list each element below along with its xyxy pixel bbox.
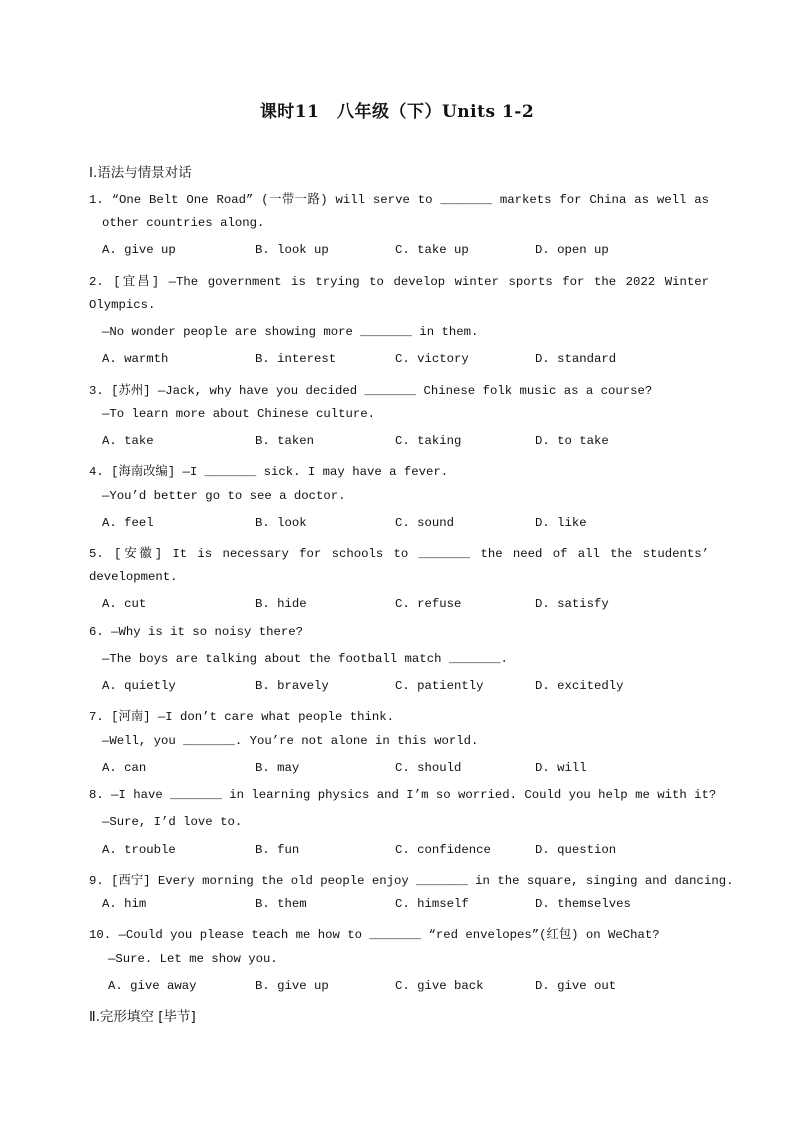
question-6-option-a: A. quietly bbox=[102, 679, 176, 693]
question-9-option-d: D. themselves bbox=[535, 897, 631, 911]
question-2-option-c: C. victory bbox=[395, 352, 469, 366]
question-10-option-b: B. give up bbox=[255, 979, 329, 993]
question-7-option-a: A. can bbox=[102, 761, 147, 775]
question-5-stem-cont: development. bbox=[89, 570, 178, 584]
question-7-option-b: B. may bbox=[255, 761, 300, 775]
question-6-reply: —The boys are talking about the football match _______. bbox=[102, 652, 508, 666]
question-8-option-b: B. fun bbox=[255, 843, 300, 857]
question-2-option-d: D. standard bbox=[535, 352, 617, 366]
question-8-stem: 8. —I have _______ in learning physics and I’m so worried. Could you help me with it? bbox=[89, 788, 717, 802]
question-6-option-c: C. patiently bbox=[395, 679, 484, 693]
question-5-option-c: C. refuse bbox=[395, 597, 462, 611]
question-3-option-c: C. taking bbox=[395, 434, 462, 448]
question-6-option-d: D. excitedly bbox=[535, 679, 624, 693]
question-2-option-a: A. warmth bbox=[102, 352, 169, 366]
question-10-reply: —Sure. Let me show you. bbox=[108, 952, 278, 966]
question-9-option-a: A. him bbox=[102, 897, 147, 911]
question-9-option-b: B. them bbox=[255, 897, 307, 911]
question-7-option-c: C. should bbox=[395, 761, 462, 775]
question-3-stem: 3. [苏州] —Jack, why have you decided _______ Chinese folk music as a course? bbox=[89, 384, 653, 398]
question-8-option-d: D. question bbox=[535, 843, 617, 857]
question-2-stem-cont: Olympics. bbox=[89, 298, 156, 312]
question-5-option-d: D. satisfy bbox=[535, 597, 609, 611]
question-3-option-a: A. take bbox=[102, 434, 154, 448]
question-8-option-c: C. confidence bbox=[395, 843, 491, 857]
question-4-option-a: A. feel bbox=[102, 516, 154, 530]
page-title: 课时11 八年级（下）Units 1-2 bbox=[259, 102, 535, 122]
question-8-reply: —Sure, I’d love to. bbox=[102, 815, 243, 829]
question-1-option-d: D. open up bbox=[535, 243, 609, 257]
question-3-option-d: D. to take bbox=[535, 434, 609, 448]
question-9-option-c: C. himself bbox=[395, 897, 469, 911]
question-7-option-d: D. will bbox=[535, 761, 587, 775]
question-10-option-d: D. give out bbox=[535, 979, 617, 993]
section-heading-cloze: Ⅱ.完形填空 [毕节] bbox=[89, 1009, 196, 1025]
question-1-option-b: B. look up bbox=[255, 243, 329, 257]
question-1-option-a: A. give up bbox=[102, 243, 176, 257]
question-7-reply: —Well, you _______. You’re not alone in this world. bbox=[102, 734, 479, 748]
question-4-reply: —You’d better go to see a doctor. bbox=[102, 489, 346, 503]
question-1-stem-cont: other countries along. bbox=[102, 216, 265, 230]
question-8-option-a: A. trouble bbox=[102, 843, 176, 857]
question-6-stem: 6. —Why is it so noisy there? bbox=[89, 625, 304, 639]
question-7-stem: 7. [河南] —I don’t care what people think. bbox=[89, 710, 395, 724]
question-4-option-b: B. look bbox=[255, 516, 307, 530]
question-9-stem: 9. [西宁] Every morning the old people enjoy _______ in the square, singing and dancing. bbox=[89, 874, 734, 888]
question-5-stem: 5. [安徽] It is necessary for schools to _______ the need of all the students’ bbox=[89, 547, 709, 561]
question-5-option-a: A. cut bbox=[102, 597, 147, 611]
question-10-option-a: A. give away bbox=[108, 979, 197, 993]
question-4-option-c: C. sound bbox=[395, 516, 455, 530]
question-4-stem: 4. [海南改编] —I _______ sick. I may have a fever. bbox=[89, 465, 449, 479]
question-5-option-b: B. hide bbox=[255, 597, 307, 611]
question-3-reply: —To learn more about Chinese culture. bbox=[102, 407, 376, 421]
question-1-option-c: C. take up bbox=[395, 243, 469, 257]
question-3-option-b: B. taken bbox=[255, 434, 315, 448]
section-heading-grammar: Ⅰ.语法与情景对话 bbox=[89, 165, 192, 181]
question-4-option-d: D. like bbox=[535, 516, 587, 530]
question-1-stem: 1. “One Belt One Road” (一带一路) will serve to _______ markets for China as well as bbox=[89, 193, 709, 207]
question-2-option-b: B. interest bbox=[255, 352, 337, 366]
question-2-reply: —No wonder people are showing more _______ in them. bbox=[102, 325, 479, 339]
question-10-option-c: C. give back bbox=[395, 979, 484, 993]
question-10-stem: 10. —Could you please teach me how to _______ “red envelopes”(红包) on WeChat? bbox=[89, 928, 660, 942]
question-2-stem: 2. [宜昌] —The government is trying to develop winter sports for the 2022 Winter bbox=[89, 275, 709, 289]
question-6-option-b: B. bravely bbox=[255, 679, 329, 693]
